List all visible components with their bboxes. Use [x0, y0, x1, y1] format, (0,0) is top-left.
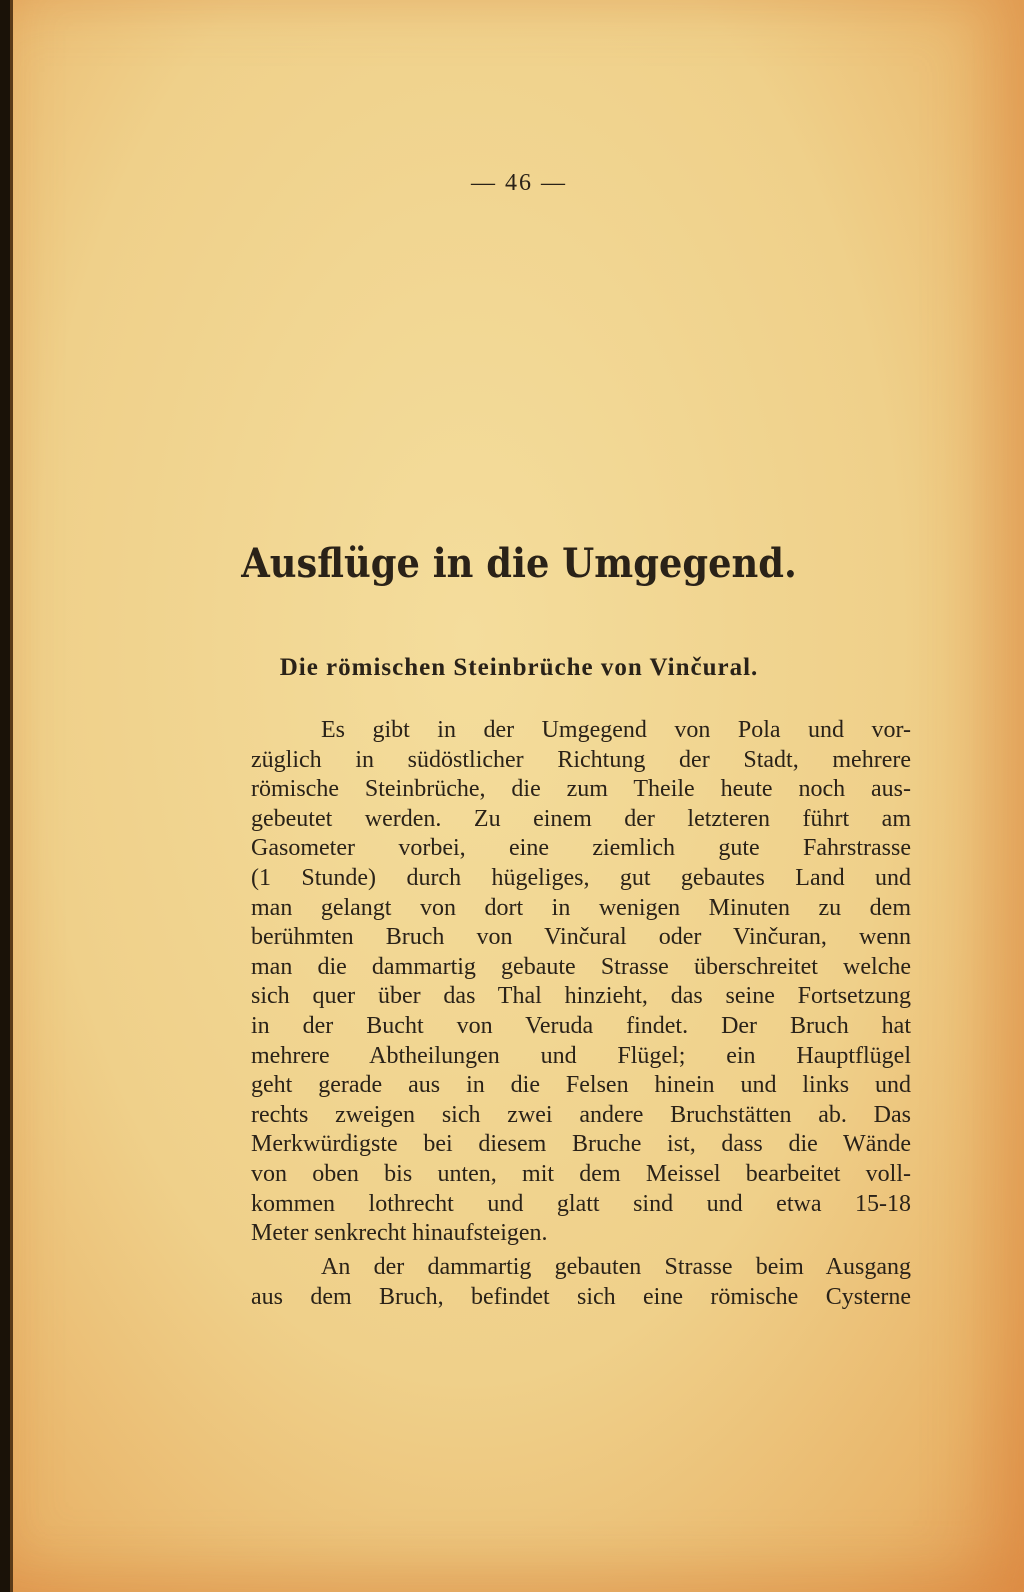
text-line: römische Steinbrüche, die zum Theile heute noch aus-: [251, 776, 911, 803]
text-line: Gasometer vorbei, eine ziemlich gute Fahrstrasse: [251, 835, 911, 862]
text-line: kommen lothrecht und glatt sind und etwa 15-18: [251, 1190, 911, 1217]
text-line: züglich in südöstlicher Richtung der Stadt, mehrere: [251, 746, 911, 773]
chapter-title: Ausflüge in die Umgegend.: [241, 540, 797, 587]
paragraph-2: [251, 1253, 911, 1312]
text-line: Meter senkrecht hinaufsteigen.: [251, 1220, 548, 1247]
section-title: Die römischen Steinbrüche von Vinčural.: [279, 654, 759, 681]
text-line: sich quer über das Thal hinzieht, das seine Fortsetzung: [251, 983, 911, 1010]
text-line: Es gibt in der Umgegend von Pola und vor-: [321, 717, 911, 743]
text-line: man gelangt von dort in wenigen Minuten zu dem: [251, 894, 911, 921]
text-line: geht gerade aus in die Felsen hinein und links und: [251, 1072, 911, 1099]
text-line: An der dammartig gebauten Strasse beim Ausgang: [321, 1254, 911, 1280]
text-line: berühmten Bruch von Vinčural oder Vinčuran, wenn: [251, 924, 911, 951]
book-page: [10, 0, 1024, 1592]
text-line: gebeutet werden. Zu einem der letzteren führt am: [251, 805, 911, 832]
text-line: rechts zweigen sich zwei andere Bruchstätten ab. Das: [251, 1101, 911, 1128]
text-line: von oben bis unten, mit dem Meissel bearbeitet voll-: [251, 1160, 911, 1187]
text-line: (1 Stunde) durch hügeliges, gut gebautes Land und: [251, 864, 911, 891]
paragraph-1: [251, 716, 911, 1249]
text-line: aus dem Bruch, befindet sich eine römische Cysterne: [251, 1283, 911, 1310]
text-line: man die dammartig gebaute Strasse überschreitet welche: [251, 953, 911, 980]
page-number: — 46 —: [471, 170, 567, 196]
text-line: mehrere Abtheilungen und Flügel; ein Hauptflügel: [251, 1042, 911, 1069]
text-line: Merkwürdigste bei diesem Bruche ist, dass die Wände: [251, 1131, 911, 1158]
text-line: in der Bucht von Veruda findet. Der Bruch hat: [251, 1012, 911, 1039]
